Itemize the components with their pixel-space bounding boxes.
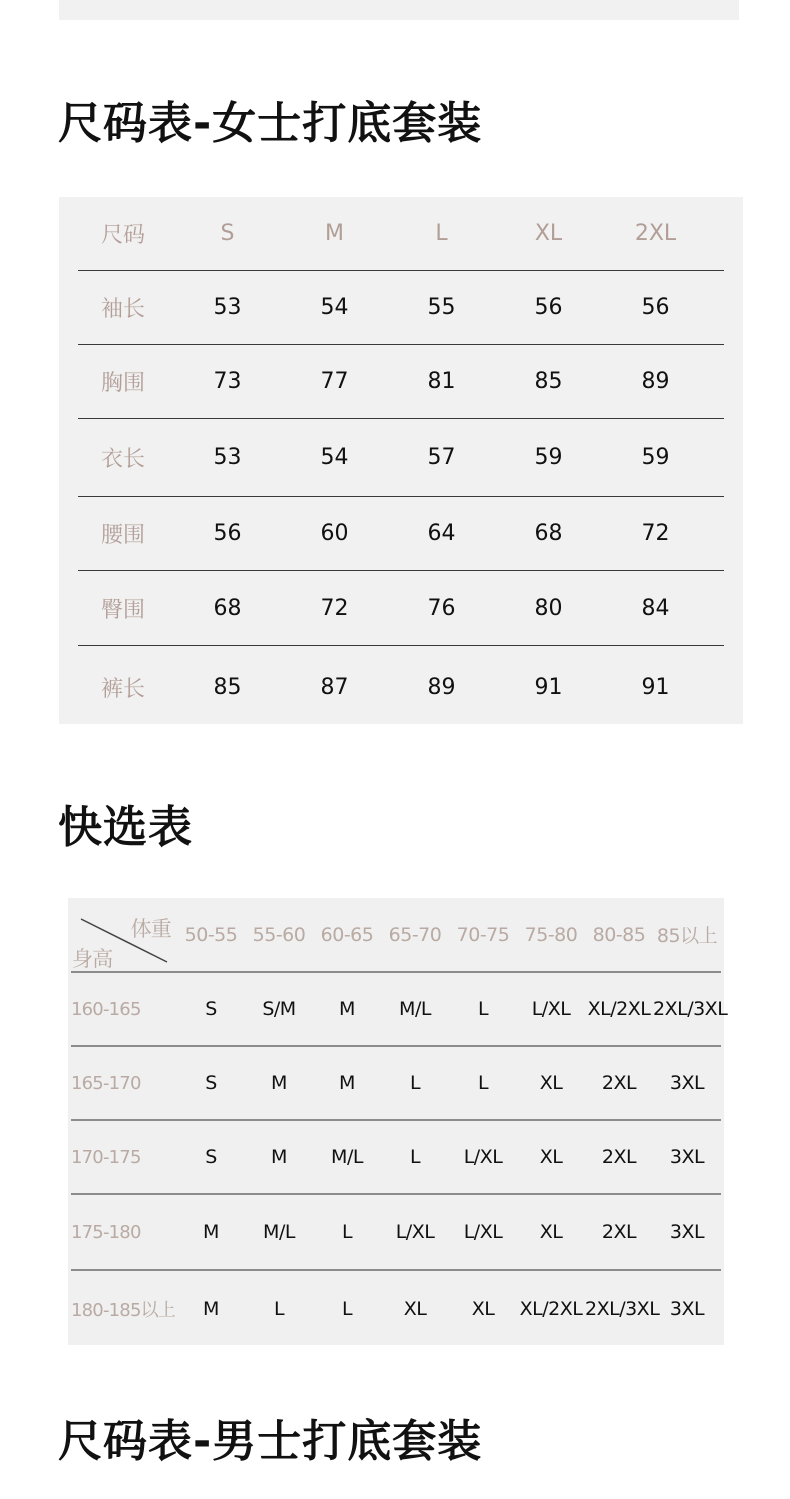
row-label: 腰围	[101, 523, 146, 548]
cell-value: 91	[534, 674, 563, 700]
cell-value: 68	[534, 521, 563, 546]
cell-value: 85	[213, 674, 242, 700]
table-row	[78, 345, 724, 419]
size-chart-header-row	[78, 197, 724, 271]
cell-value: L	[341, 1298, 353, 1320]
cell-value: S/M	[262, 998, 296, 1020]
cell-value: 3XL	[669, 1221, 705, 1243]
cell-value: M	[339, 998, 355, 1020]
cell-value: 68	[213, 595, 242, 621]
cell-value: XL	[539, 1146, 563, 1168]
cell-value: 64	[427, 521, 456, 546]
quick-chart-header-row	[71, 898, 721, 973]
cell-value: 2XL/3XL	[653, 998, 728, 1020]
cell-value: 73	[213, 369, 242, 394]
cell-value: L	[477, 998, 489, 1020]
corner-header	[71, 899, 177, 971]
women-size-chart-title: 尺码表-女士打底套装	[58, 98, 483, 149]
cell-value: 57	[427, 445, 456, 470]
size-header-s: S	[220, 221, 235, 246]
cell-value: 2XL	[601, 1072, 637, 1094]
row-label: 衣长	[101, 447, 146, 472]
cell-value: M	[271, 1072, 287, 1094]
cell-value: L	[409, 1072, 421, 1094]
cell-value: 91	[641, 674, 670, 700]
cell-value: S	[205, 998, 217, 1020]
table-row	[71, 1121, 721, 1195]
weight-header: 85以上	[656, 925, 718, 947]
cell-value: L	[341, 1221, 353, 1243]
size-header-label: 尺码	[101, 223, 146, 248]
cell-value: L	[477, 1072, 489, 1094]
table-row	[71, 1195, 721, 1271]
cell-value: 81	[427, 369, 456, 394]
cell-value: 72	[641, 521, 670, 546]
men-size-chart-title: 尺码表-男士打底套装	[58, 1416, 483, 1467]
cell-value: XL/2XL	[519, 1298, 583, 1320]
women-size-chart	[59, 197, 743, 724]
cell-value: M/L	[399, 998, 431, 1020]
size-header-2xl: 2XL	[634, 221, 677, 246]
row-label: 胸围	[101, 371, 146, 396]
cell-value: XL	[539, 1221, 563, 1243]
cell-value: XL/2XL	[587, 998, 651, 1020]
cell-value: 3XL	[669, 1072, 705, 1094]
weight-header: 65-70	[388, 923, 442, 946]
cell-value: 85	[534, 369, 563, 394]
cell-value: 80	[534, 595, 563, 621]
weight-header: 80-85	[592, 923, 646, 946]
cell-value: L/XL	[463, 1221, 503, 1243]
cell-value: 55	[427, 295, 456, 320]
cell-value: L/XL	[395, 1221, 435, 1243]
cell-value: 53	[213, 295, 242, 320]
cell-value: L	[273, 1298, 285, 1320]
cell-value: M	[339, 1072, 355, 1094]
cell-value: 2XL	[601, 1146, 637, 1168]
cell-value: 3XL	[669, 1298, 705, 1320]
height-label: 160-165	[71, 998, 141, 1020]
cell-value: 3XL	[669, 1146, 705, 1168]
cell-value: 2XL/3XL	[585, 1298, 660, 1320]
row-label: 臀围	[101, 597, 146, 623]
cell-value: M	[271, 1146, 287, 1168]
row-label: 袖长	[101, 297, 146, 322]
weight-header: 55-60	[252, 923, 306, 946]
table-row	[78, 647, 724, 727]
cell-value: 56	[213, 521, 242, 546]
cell-value: 89	[427, 674, 456, 700]
cell-value: L/XL	[531, 998, 571, 1020]
cell-value: XL	[539, 1072, 563, 1094]
table-row	[71, 973, 728, 1047]
cell-value: 72	[320, 595, 349, 621]
table-row	[78, 497, 724, 571]
cell-value: 54	[320, 295, 349, 320]
table-row	[78, 571, 724, 646]
cell-value: XL	[403, 1298, 427, 1320]
height-label: 165-170	[71, 1072, 141, 1094]
weight-header: 75-80	[524, 923, 578, 946]
cell-value: 87	[320, 674, 349, 700]
cell-value: 60	[320, 521, 349, 546]
cell-value: 84	[641, 595, 670, 621]
cell-value: 77	[320, 369, 349, 394]
size-header-xl: XL	[534, 221, 563, 246]
row-label: 裤长	[101, 676, 146, 702]
cell-value: 59	[641, 445, 670, 470]
weight-header: 50-55	[184, 923, 238, 946]
cell-value: 54	[320, 445, 349, 470]
cell-value: L	[409, 1146, 421, 1168]
weight-header: 60-65	[320, 923, 374, 946]
height-axis-label: 身高	[72, 946, 113, 971]
table-row	[71, 1271, 721, 1347]
cell-value: M	[203, 1221, 219, 1243]
cell-value: XL	[471, 1298, 495, 1320]
cell-value: M	[203, 1298, 219, 1320]
cell-value: L/XL	[463, 1146, 503, 1168]
table-row	[78, 419, 724, 497]
table-row	[71, 1047, 721, 1121]
size-header-l: L	[435, 221, 448, 246]
weight-axis-label: 体重	[130, 916, 171, 941]
height-label: 180-185以上	[71, 1300, 176, 1321]
weight-header: 70-75	[456, 923, 510, 946]
quick-chart-title: 快选表	[58, 802, 193, 853]
top-panel-edge	[59, 0, 739, 20]
cell-value: M/L	[331, 1146, 363, 1168]
cell-value: S	[205, 1146, 217, 1168]
height-label: 170-175	[71, 1146, 141, 1168]
cell-value: 76	[427, 595, 456, 621]
table-row	[78, 271, 724, 345]
cell-value: 53	[213, 445, 242, 470]
size-header-m: M	[325, 221, 344, 246]
quick-size-chart	[68, 898, 728, 1345]
cell-value: M/L	[263, 1221, 295, 1243]
height-label: 175-180	[71, 1221, 141, 1243]
cell-value: 59	[534, 445, 563, 470]
cell-value: 56	[641, 295, 670, 320]
cell-value: 56	[534, 295, 563, 320]
cell-value: 89	[641, 369, 670, 394]
cell-value: 2XL	[601, 1221, 637, 1243]
cell-value: S	[205, 1072, 217, 1094]
